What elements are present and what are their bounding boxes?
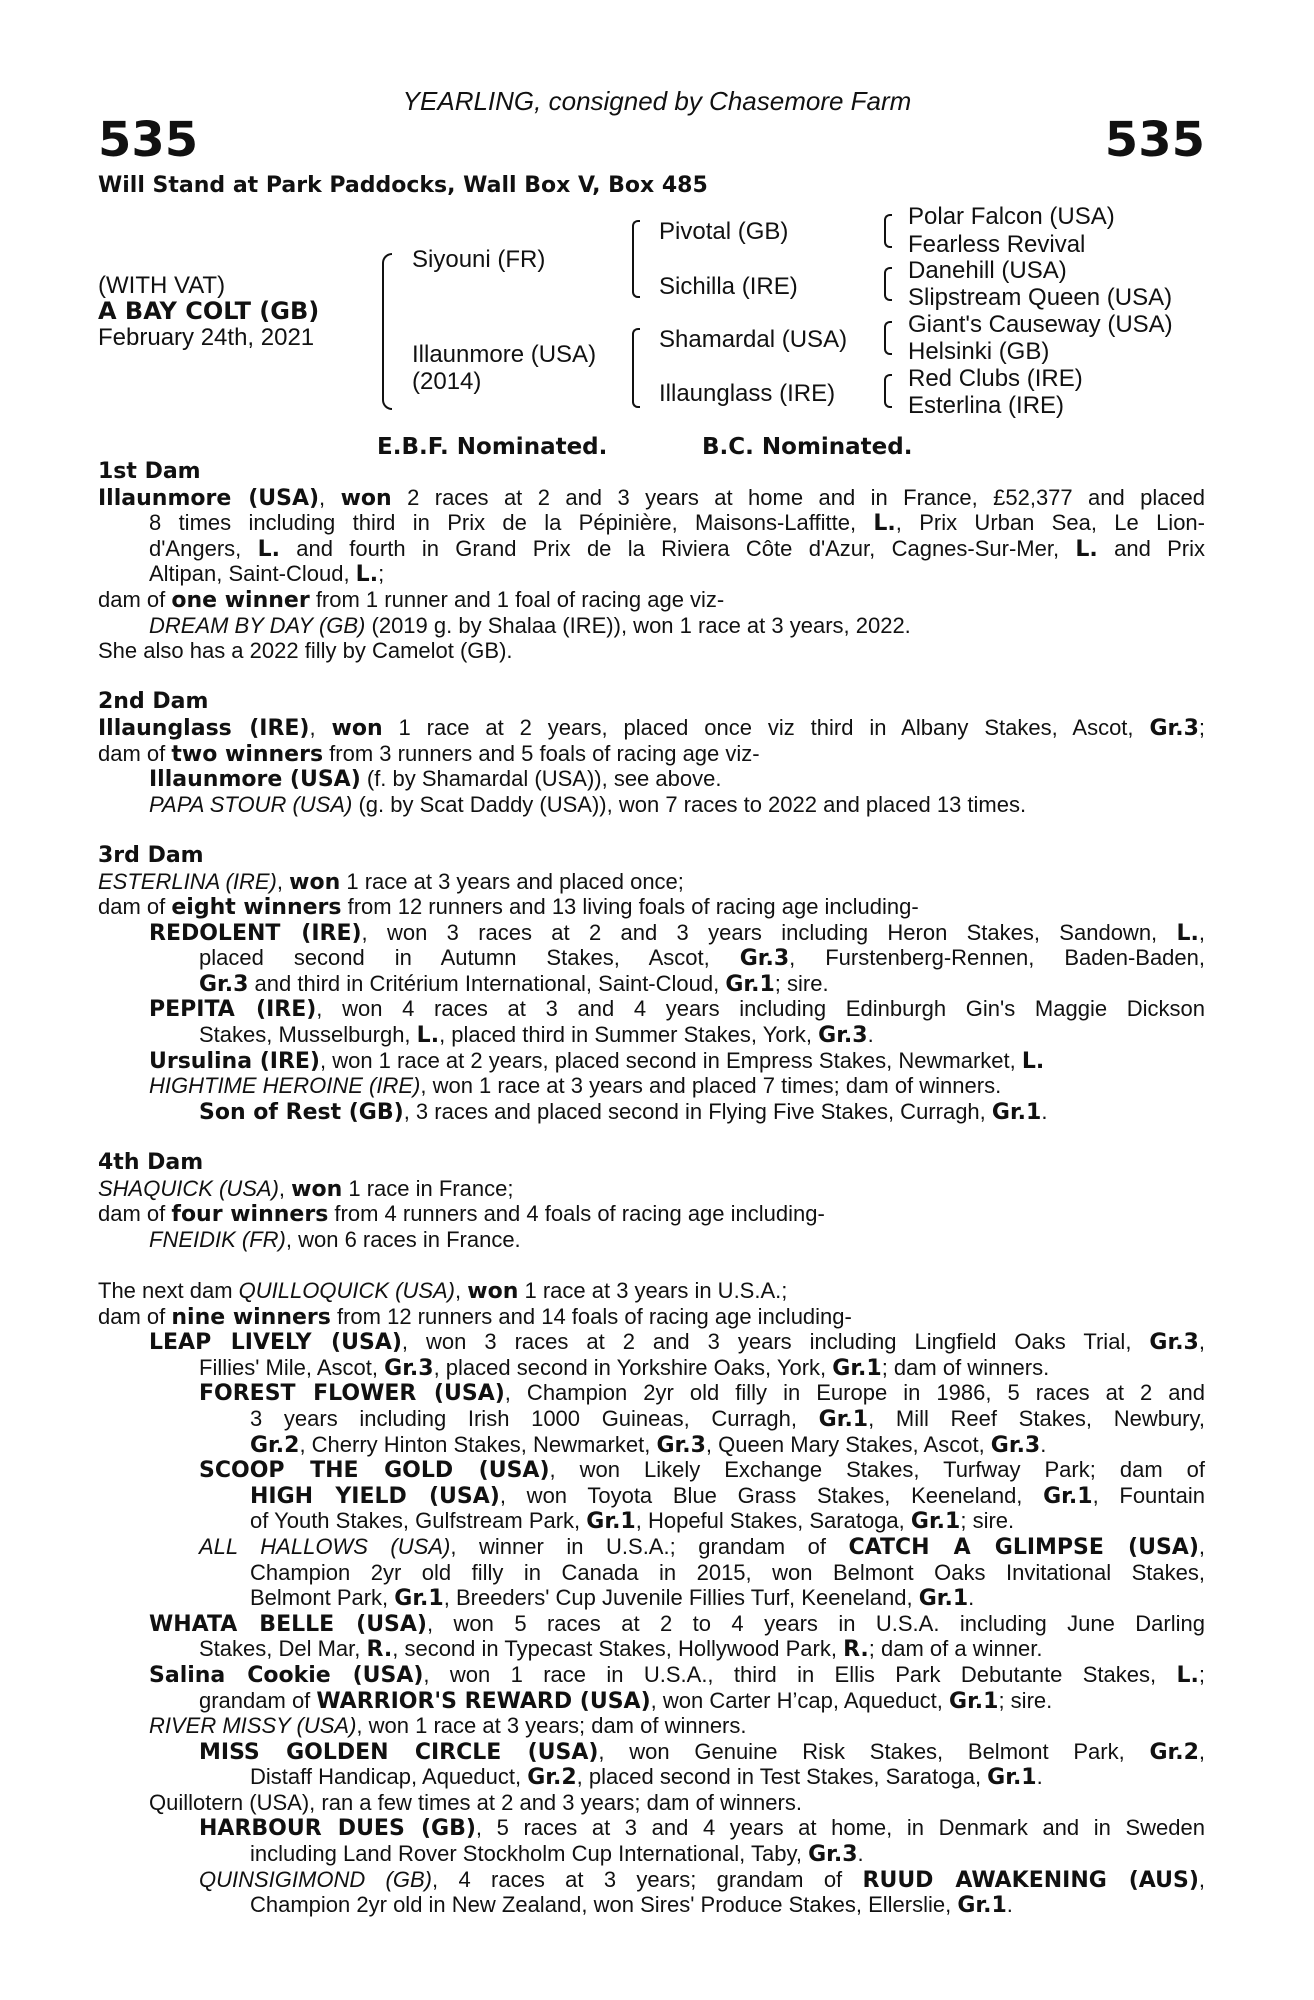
- record-line: [98, 1892, 1205, 1918]
- bold-text: Gr.1: [586, 1509, 636, 1535]
- bold-text: Gr.3: [384, 1355, 434, 1381]
- bold-text: Illaunglass (IRE): [98, 715, 310, 741]
- plain-text: ,: [276, 868, 290, 894]
- plain-text: , won Toyota Blue Grass Stakes, Keeneland,: [499, 1482, 1044, 1508]
- bold-text: Gr.2: [250, 1432, 300, 1458]
- bold-text: MISS GOLDEN CIRCLE (USA): [199, 1739, 599, 1765]
- bold-text: won: [340, 485, 392, 511]
- bold-text: LEAP LIVELY (USA): [149, 1330, 402, 1356]
- plain-text: placed second in Autumn Stakes, Ascot,: [199, 945, 740, 971]
- plain-text: d'Angers,: [149, 535, 258, 561]
- pedigree-brace-g1: [884, 214, 892, 248]
- record-line: [98, 996, 1205, 1022]
- record-line: [98, 1022, 1205, 1048]
- pedigree-sire-dam: Sichilla (IRE): [659, 273, 798, 300]
- bold-text: Gr.3: [808, 1842, 858, 1868]
- record-line: [98, 510, 1205, 536]
- plain-text: .: [1040, 1431, 1047, 1457]
- plain-text: , second in Typecast Stakes, Hollywood Park,: [392, 1636, 844, 1662]
- plain-text: dam of: [98, 1201, 172, 1227]
- lot-number-right: 535: [1104, 112, 1205, 168]
- plain-text: grandam of: [199, 1687, 317, 1713]
- italic-text: SHAQUICK (USA): [98, 1175, 279, 1201]
- lot-title: A BAY COLT (GB): [98, 297, 320, 325]
- plain-text: ,: [455, 1278, 468, 1303]
- bold-text: CATCH A GLIMPSE (USA): [848, 1534, 1199, 1560]
- record-line: [98, 1560, 1205, 1586]
- dam-produce-record: [98, 459, 1205, 1918]
- plain-text: , placed second in Yorkshire Oaks, York,: [433, 1354, 833, 1380]
- record-line: [98, 1176, 1205, 1202]
- record-line: [98, 1483, 1205, 1509]
- plain-text: ; dam of a winner.: [868, 1636, 1043, 1662]
- plain-text: , Queen Mary Stakes, Ascot,: [705, 1431, 991, 1457]
- foaling-date: February 24th, 2021: [98, 324, 315, 351]
- record-line: [98, 1073, 1205, 1099]
- plain-text: .: [1006, 1892, 1013, 1918]
- record-line: [98, 1304, 1205, 1330]
- record-line: [98, 1688, 1205, 1714]
- plain-text: 1 race at 2 years, placed once viz third in Albany Stakes, Ascot,: [382, 714, 1150, 740]
- plain-text: , Cherry Hinton Stakes, Newmarket,: [299, 1431, 657, 1457]
- bold-text: WHATA BELLE (USA): [149, 1611, 427, 1637]
- plain-text: ;: [1198, 1661, 1205, 1687]
- plain-text: The next dam: [98, 1278, 239, 1303]
- pedigree-brace-g3: [884, 321, 892, 355]
- plain-text: , won 3 races at 2 and 3 years including Heron Stakes, Sandown,: [361, 919, 1177, 945]
- record-line: [98, 1508, 1205, 1534]
- bold-text: RUUD AWAKENING (AUS): [862, 1867, 1199, 1893]
- section-gap: [98, 1124, 1205, 1150]
- record-line: [98, 894, 1205, 920]
- stand-location: Will Stand at Park Paddocks, Wall Box V, Box 485: [98, 173, 708, 198]
- record-line: [98, 792, 1205, 818]
- pedigree-brace-g2: [884, 267, 892, 301]
- record-line: [98, 766, 1205, 792]
- record-line: [98, 1841, 1205, 1867]
- plain-text: (g. by Scat Daddy (USA)), won 7 races to 2022 and placed 13 times.: [352, 791, 1027, 817]
- section-heading: 3rd Dam: [98, 842, 204, 868]
- record-line: [98, 561, 1205, 587]
- bold-text: Gr.1: [949, 1688, 999, 1714]
- pedigree-sire: Siyouni (FR): [412, 246, 546, 273]
- record-line: [98, 1611, 1205, 1637]
- italic-text: ALL HALLOWS (USA): [199, 1533, 451, 1559]
- italic-text: PAPA STOUR (USA): [149, 791, 353, 817]
- plain-text: , Furstenberg-Rennen, Baden-Baden,: [789, 945, 1205, 971]
- plain-text: Distaff Handicap, Aqueduct,: [250, 1764, 528, 1790]
- plain-text: ,: [1198, 1738, 1205, 1764]
- plain-text: , placed third in Summer Stakes, York,: [439, 1022, 819, 1048]
- plain-text: 8 times including third in Prix de la Pépinière, Maisons-Laffitte,: [149, 510, 874, 536]
- pedigree-gg-4: Slipstream Queen (USA): [908, 284, 1173, 311]
- plain-text: , 5 races at 3 and 4 years at home, in Denmark and in Sweden: [475, 1815, 1205, 1841]
- bold-text: Gr.1: [832, 1355, 882, 1381]
- record-line: [98, 1329, 1205, 1355]
- record-line: [98, 536, 1205, 562]
- bold-text: four winners: [171, 1202, 329, 1228]
- plain-text: , won 1 race in U.S.A., third in Ellis Park Debutante Stakes,: [423, 1661, 1177, 1687]
- bold-text: won: [289, 869, 341, 895]
- plain-text: ,: [309, 714, 332, 740]
- pedigree-gg-7: Red Clubs (IRE): [908, 365, 1083, 392]
- record-line: [98, 1585, 1205, 1611]
- plain-text: 1 race at 3 years in U.S.A.;: [518, 1278, 788, 1303]
- record-line: [98, 971, 1205, 997]
- italic-text: RIVER MISSY (USA): [149, 1713, 357, 1739]
- bold-text: nine winners: [171, 1304, 331, 1330]
- record-line: [98, 1790, 1205, 1816]
- plain-text: 2 races at 2 and 3 years at home and in France, £52,377 and placed: [391, 484, 1206, 510]
- record-line: [98, 1432, 1205, 1458]
- plain-text: .: [867, 1022, 874, 1048]
- pedigree-brace-main: [382, 253, 392, 410]
- bold-text: L.: [1176, 1662, 1199, 1688]
- bold-text: won: [291, 1176, 343, 1202]
- plain-text: (2019 g. by Shalaa (IRE)), won 1 race at 3 years, 2022.: [365, 612, 911, 638]
- bold-text: eight winners: [171, 895, 342, 921]
- plain-text: Altipan, Saint-Cloud,: [149, 561, 356, 587]
- bold-text: Gr.1: [910, 1509, 961, 1535]
- plain-text: Belmont Park,: [250, 1585, 395, 1611]
- bold-text: L.: [416, 1023, 440, 1049]
- record-line: [98, 1406, 1205, 1432]
- vat-note: (WITH VAT): [98, 272, 226, 299]
- plain-text: , 3 races and placed second in Flying Five Stakes, Curragh,: [403, 1098, 992, 1124]
- plain-text: , Mill Reef Stakes, Newbury,: [868, 1405, 1205, 1431]
- record-line: [98, 638, 1205, 664]
- bold-text: Gr.2: [527, 1765, 577, 1791]
- bold-text: Gr.1: [918, 1586, 969, 1612]
- bold-text: HIGH YIELD (USA): [250, 1483, 500, 1509]
- plain-text: .: [857, 1841, 864, 1867]
- record-line: [98, 1048, 1205, 1074]
- record-line: [98, 945, 1205, 971]
- italic-text: QUILLOQUICK (USA): [238, 1278, 456, 1303]
- plain-text: ; sire.: [960, 1508, 1015, 1534]
- plain-text: , won Genuine Risk Stakes, Belmont Park,: [598, 1738, 1150, 1764]
- pedigree-brace-sire: [632, 220, 640, 298]
- pedigree-sire-sire: Pivotal (GB): [659, 218, 789, 245]
- plain-text: dam of: [98, 894, 172, 920]
- plain-text: from 12 runners and 13 living foals of racing age including-: [341, 894, 919, 920]
- pedigree-gg-5: Giant's Causeway (USA): [908, 311, 1173, 338]
- bold-text: Gr.1: [725, 971, 775, 997]
- section-heading: 4th Dam: [98, 1150, 204, 1176]
- record-line: [98, 1201, 1205, 1227]
- bold-text: R.: [366, 1637, 393, 1663]
- section-heading: 2nd Dam: [98, 689, 209, 715]
- plain-text: and Prix: [1097, 535, 1206, 561]
- pedigree-gg-1: Polar Falcon (USA): [908, 203, 1115, 230]
- bold-text: Gr.3: [199, 971, 249, 997]
- bold-text: Gr.3: [1149, 1330, 1199, 1356]
- plain-text: from 1 runner and 1 foal of racing age viz-: [309, 586, 725, 612]
- record-line: [98, 1662, 1205, 1688]
- plain-text: , won 1 race at 3 years; dam of winners.: [356, 1713, 747, 1739]
- plain-text: from 4 runners and 4 foals of racing age including-: [328, 1201, 825, 1227]
- bold-text: WARRIOR'S REWARD (USA): [316, 1688, 651, 1714]
- bold-text: L.: [1075, 536, 1098, 562]
- catalogue-subtitle: YEARLING, consigned by Chasemore Farm: [402, 86, 912, 116]
- bold-text: Gr.3: [1149, 715, 1199, 741]
- section-gap: [98, 664, 1205, 690]
- plain-text: ,: [1198, 919, 1205, 945]
- plain-text: dam of: [98, 740, 172, 766]
- plain-text: from 3 runners and 5 foals of racing age viz-: [323, 740, 760, 766]
- plain-text: and fourth in Grand Prix de la Riviera Côte d'Azur, Cagnes-Sur-Mer,: [279, 535, 1076, 561]
- section-gap: [98, 817, 1205, 843]
- bold-text: one winner: [171, 587, 310, 613]
- lot-number-left: 535: [98, 112, 199, 168]
- record-line: [98, 715, 1205, 741]
- bold-text: Gr.1: [957, 1893, 1007, 1919]
- record-line: [98, 869, 1205, 895]
- plain-text: , Champion 2yr old filly in Europe in 1986, 5 races at 2 and: [504, 1380, 1205, 1406]
- record-line: [98, 741, 1205, 767]
- plain-text: ,: [1198, 1329, 1205, 1355]
- plain-text: ; sire.: [998, 1687, 1053, 1713]
- bold-text: Salina Cookie (USA): [149, 1662, 424, 1688]
- plain-text: Stakes, Musselburgh,: [199, 1022, 417, 1048]
- bold-text: two winners: [171, 741, 324, 767]
- record-line: [98, 1355, 1205, 1381]
- record-line: [98, 1764, 1205, 1790]
- record-line: [98, 485, 1205, 511]
- bold-text: Gr.1: [394, 1586, 444, 1612]
- bold-text: L.: [257, 536, 280, 562]
- bold-text: Son of Rest (GB): [199, 1099, 404, 1125]
- bold-text: L.: [873, 511, 896, 537]
- pedigree-gg-2: Fearless Revival: [908, 231, 1086, 258]
- plain-text: , won 6 races in France.: [285, 1226, 521, 1252]
- plain-text: , won 1 race at 3 years and placed 7 times; dam of winners.: [420, 1073, 1002, 1099]
- plain-text: Stakes, Del Mar,: [199, 1636, 367, 1662]
- section-heading: 1st Dam: [98, 459, 201, 484]
- record-line: [98, 1867, 1205, 1893]
- bold-text: L.: [1021, 1048, 1045, 1074]
- bold-text: HARBOUR DUES (GB): [199, 1816, 476, 1842]
- bold-text: REDOLENT (IRE): [149, 920, 362, 946]
- plain-text: including Land Rover Stockholm Cup International, Taby,: [250, 1841, 809, 1867]
- plain-text: dam of: [98, 1303, 172, 1329]
- plain-text: ;: [1198, 714, 1205, 740]
- pedigree-dam: Illaunmore (USA): [412, 341, 597, 368]
- pedigree-dam-year: (2014): [412, 368, 482, 395]
- bold-text: Illaunmore (USA): [149, 767, 361, 793]
- bold-text: Gr.2: [1149, 1739, 1199, 1765]
- plain-text: , placed second in Test Stakes, Saratoga,: [576, 1764, 988, 1790]
- plain-text: , 4 races at 3 years; grandam of: [432, 1866, 863, 1892]
- record-line: [98, 613, 1205, 639]
- record-line: [98, 587, 1205, 613]
- plain-text: , won Carter H’cap, Aqueduct,: [650, 1687, 950, 1713]
- plain-text: , Hopeful Stakes, Saratoga,: [635, 1508, 911, 1534]
- pedigree-brace-g4: [884, 374, 892, 408]
- bold-text: Illaunmore (USA): [98, 485, 320, 511]
- section-gap: [98, 1252, 1205, 1278]
- plain-text: ,: [278, 1175, 292, 1201]
- bold-text: R.: [843, 1637, 869, 1663]
- italic-text: DREAM BY DAY (GB): [149, 612, 366, 638]
- bold-text: L.: [1176, 920, 1199, 946]
- plain-text: ,: [319, 484, 341, 510]
- pedigree-gg-3: Danehill (USA): [908, 257, 1067, 284]
- plain-text: ,: [1198, 1533, 1205, 1559]
- record-line: [98, 1278, 1205, 1304]
- plain-text: .: [1036, 1764, 1043, 1790]
- record-line: [98, 1457, 1205, 1483]
- bold-text: Gr.1: [818, 1406, 869, 1432]
- record-line: [98, 1534, 1205, 1560]
- bold-text: Gr.1: [987, 1765, 1037, 1791]
- bc-nomination: B.C. Nominated.: [702, 434, 913, 460]
- plain-text: , won Likely Exchange Stakes, Turfway Park; dam of: [549, 1457, 1206, 1483]
- plain-text: .: [1041, 1098, 1048, 1124]
- plain-text: 1 race at 3 years and placed once;: [340, 868, 684, 894]
- bold-text: Gr.1: [1043, 1483, 1093, 1509]
- bold-text: Gr.3: [990, 1432, 1041, 1458]
- bold-text: Gr.3: [739, 946, 790, 972]
- plain-text: , Breeders' Cup Juvenile Fillies Turf, Keeneland,: [443, 1585, 919, 1611]
- bold-text: won: [467, 1279, 519, 1304]
- plain-text: She also has a 2022 filly by Camelot (GB).: [98, 638, 513, 664]
- plain-text: .: [968, 1585, 975, 1611]
- plain-text: , won 5 races at 2 to 4 years in U.S.A. including June Darling: [426, 1610, 1205, 1636]
- plain-text: , winner in U.S.A.; grandam of: [450, 1533, 849, 1559]
- plain-text: of Youth Stakes, Gulfstream Park,: [250, 1508, 587, 1534]
- plain-text: dam of: [98, 586, 172, 612]
- italic-text: FNEIDIK (FR): [149, 1226, 286, 1252]
- bold-text: Gr.1: [991, 1099, 1042, 1125]
- plain-text: 3 years including Irish 1000 Guineas, Curragh,: [250, 1405, 819, 1431]
- bold-text: FOREST FLOWER (USA): [199, 1381, 505, 1407]
- plain-text: ; dam of winners.: [881, 1354, 1050, 1380]
- plain-text: Quillotern (USA), ran a few times at 2 and 3 years; dam of winners.: [149, 1789, 802, 1815]
- pedigree-dam-dam: Illaunglass (IRE): [659, 380, 836, 407]
- record-line: [98, 1815, 1205, 1841]
- bold-text: Gr.3: [818, 1023, 868, 1049]
- plain-text: , won 3 races at 2 and 3 years including Lingfield Oaks Trial,: [401, 1329, 1150, 1355]
- pedigree-gg-6: Helsinki (GB): [908, 338, 1050, 365]
- plain-text: ,: [1198, 1866, 1205, 1892]
- plain-text: and third in Critérium International, Saint-Cloud,: [248, 970, 726, 996]
- plain-text: ;: [378, 561, 385, 587]
- record-line: [98, 1227, 1205, 1253]
- plain-text: from 12 runners and 14 foals of racing age including-: [330, 1303, 852, 1329]
- bold-text: Gr.3: [656, 1432, 706, 1458]
- plain-text: Champion 2yr old in New Zealand, won Sires' Produce Stakes, Ellerslie,: [250, 1892, 958, 1918]
- italic-text: QUINSIGIMOND (GB): [199, 1866, 432, 1892]
- record-line: [98, 1380, 1205, 1406]
- plain-text: , won 4 races at 3 and 4 years including Edinburgh Gin's Maggie Dickson: [316, 996, 1206, 1022]
- record-line: [98, 920, 1205, 946]
- record-line: [98, 1099, 1205, 1125]
- plain-text: (f. by Shamardal (USA)), see above.: [360, 766, 722, 792]
- italic-text: HIGHTIME HEROINE (IRE): [149, 1073, 421, 1099]
- pedigree-gg-8: Esterlina (IRE): [908, 392, 1065, 419]
- pedigree-brace-dam: [632, 328, 640, 408]
- plain-text: 1 race in France;: [342, 1175, 514, 1201]
- record-line: [98, 1713, 1205, 1739]
- italic-text: ESTERLINA (IRE): [98, 868, 277, 894]
- plain-text: , Fountain: [1092, 1482, 1206, 1508]
- plain-text: , won 1 race at 2 years, placed second in Empress Stakes, Newmarket,: [319, 1047, 1022, 1073]
- bold-text: L.: [355, 562, 379, 588]
- ebf-nomination: E.B.F. Nominated.: [377, 434, 608, 460]
- bold-text: SCOOP THE GOLD (USA): [199, 1458, 550, 1484]
- bold-text: Ursulina (IRE): [149, 1048, 320, 1074]
- pedigree-dam-sire: Shamardal (USA): [659, 326, 848, 353]
- record-line: [98, 1739, 1205, 1765]
- record-line: [98, 1636, 1205, 1662]
- plain-text: , Prix Urban Sea, Le Lion-: [895, 510, 1205, 536]
- bold-text: PEPITA (IRE): [149, 997, 317, 1023]
- plain-text: Fillies' Mile, Ascot,: [199, 1354, 385, 1380]
- plain-text: Champion 2yr old filly in Canada in 2015, won Belmont Oaks Invitational Stakes,: [250, 1559, 1205, 1585]
- plain-text: ; sire.: [774, 970, 829, 996]
- bold-text: won: [331, 715, 383, 741]
